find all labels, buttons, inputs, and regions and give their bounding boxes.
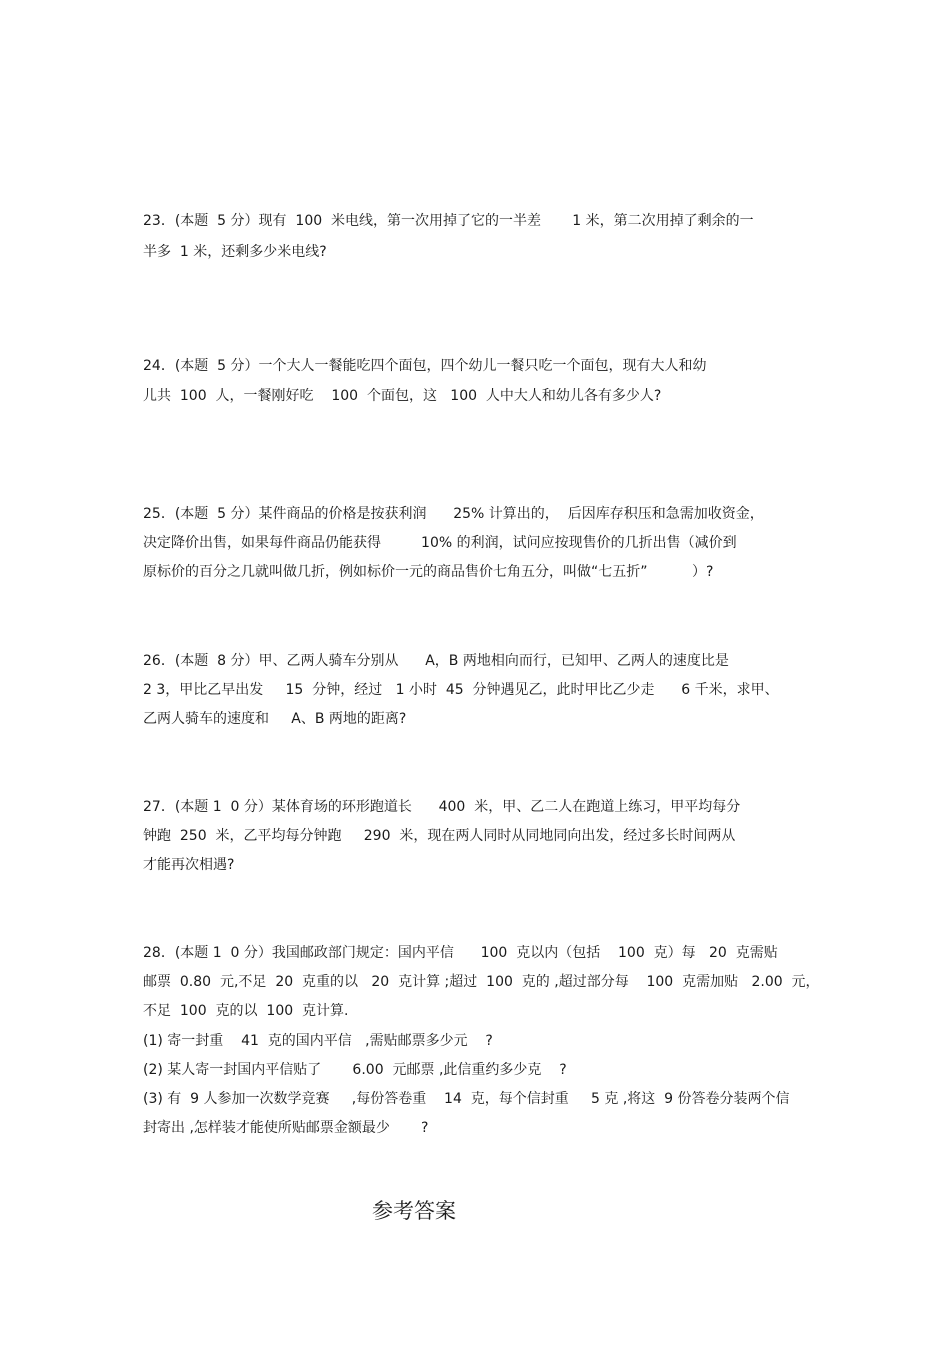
question-27-line-2: 钟跑 250 米，乙平均每分钟跑 290 米，现在两人同时从同地同向出发，经过多长时间两从 [143, 828, 736, 844]
question-26-line-3: 乙两人骑车的速度和 A、B 两地的距离? [143, 711, 407, 727]
question-28-sub-1: (1) 寄一封重 41 克的国内平信 ,需贴邮票多少元 ? [143, 1033, 493, 1049]
question-28-sub-3-cont: 封寄出 ,怎样装才能使所贴邮票金额最少 ? [143, 1120, 429, 1136]
question-24-line-1: 24．(本题 5 分）一个大人一餐能吃四个面包，四个幼儿一餐只吃一个面包，现有大人和幼 [143, 358, 707, 374]
question-25-line-2: 决定降价出售，如果每件商品仍能获得 10% 的利润，试问应按现售价的几折出售（减价到 [143, 535, 737, 551]
question-28-sub-3: (3) 有 9 人参加一次数学竞赛 ,每份答卷重 14 克，每个信封重 5 克 ,将这 9 份答卷分装两个信 [143, 1091, 790, 1107]
question-26-line-1: 26．(本题 8 分）甲、乙两人骑车分别从 A，B 两地相向而行，已知甲、乙两人的速度比是 [143, 653, 729, 669]
question-27-line-3: 才能再次相遇? [143, 857, 235, 873]
question-28-line-1: 28．(本题 1 0 分）我国邮政部门规定：国内平信 100 克以内（包括 100 克）每 20 克需贴 [143, 945, 778, 961]
question-28-line-2: 邮票 0.80 元,不足 20 克重的以 20 克计算 ;超过 100 克的 ,超过部分每 100 克需加贴 2.00 元， [143, 974, 820, 990]
question-25-line-1: 25．(本题 5 分）某件商品的价格是按获利润 25% 计算出的， 后因库存积压和急需加收资金， [143, 506, 764, 522]
question-28-sub-2: (2) 某人寄一封国内平信贴了 6.00 元邮票 ,此信重约多少克 ? [143, 1062, 567, 1078]
question-24-line-2: 儿共 100 人，一餐刚好吃 100 个面包，这 100 人中大人和幼儿各有多少人? [143, 388, 662, 404]
question-25-line-3: 原标价的百分之几就叫做几折，例如标价一元的商品售价七角五分，叫做“七五折” ）? [143, 564, 714, 580]
question-26-line-2: 2 3，甲比乙早出发 15 分钟，经过 1 小时 45 分钟遇见乙，此时甲比乙少走 6 千米，求甲、 [143, 682, 779, 698]
question-23-line-1: 23．(本题 5 分）现有 100 米电线，第一次用掉了它的一半差 1 米，第二次用掉了剩余的一 [143, 213, 754, 229]
question-28-line-3: 不足 100 克的以 100 克计算. [143, 1003, 349, 1019]
answer-heading: 参考答案 [372, 1199, 456, 1223]
question-23-line-2: 半多 1 米，还剩多少米电线? [143, 244, 327, 260]
question-27-line-1: 27．(本题 1 0 分）某体育场的环形跑道长 400 米，甲、乙二人在跑道上练习，甲平均每分 [143, 799, 741, 815]
